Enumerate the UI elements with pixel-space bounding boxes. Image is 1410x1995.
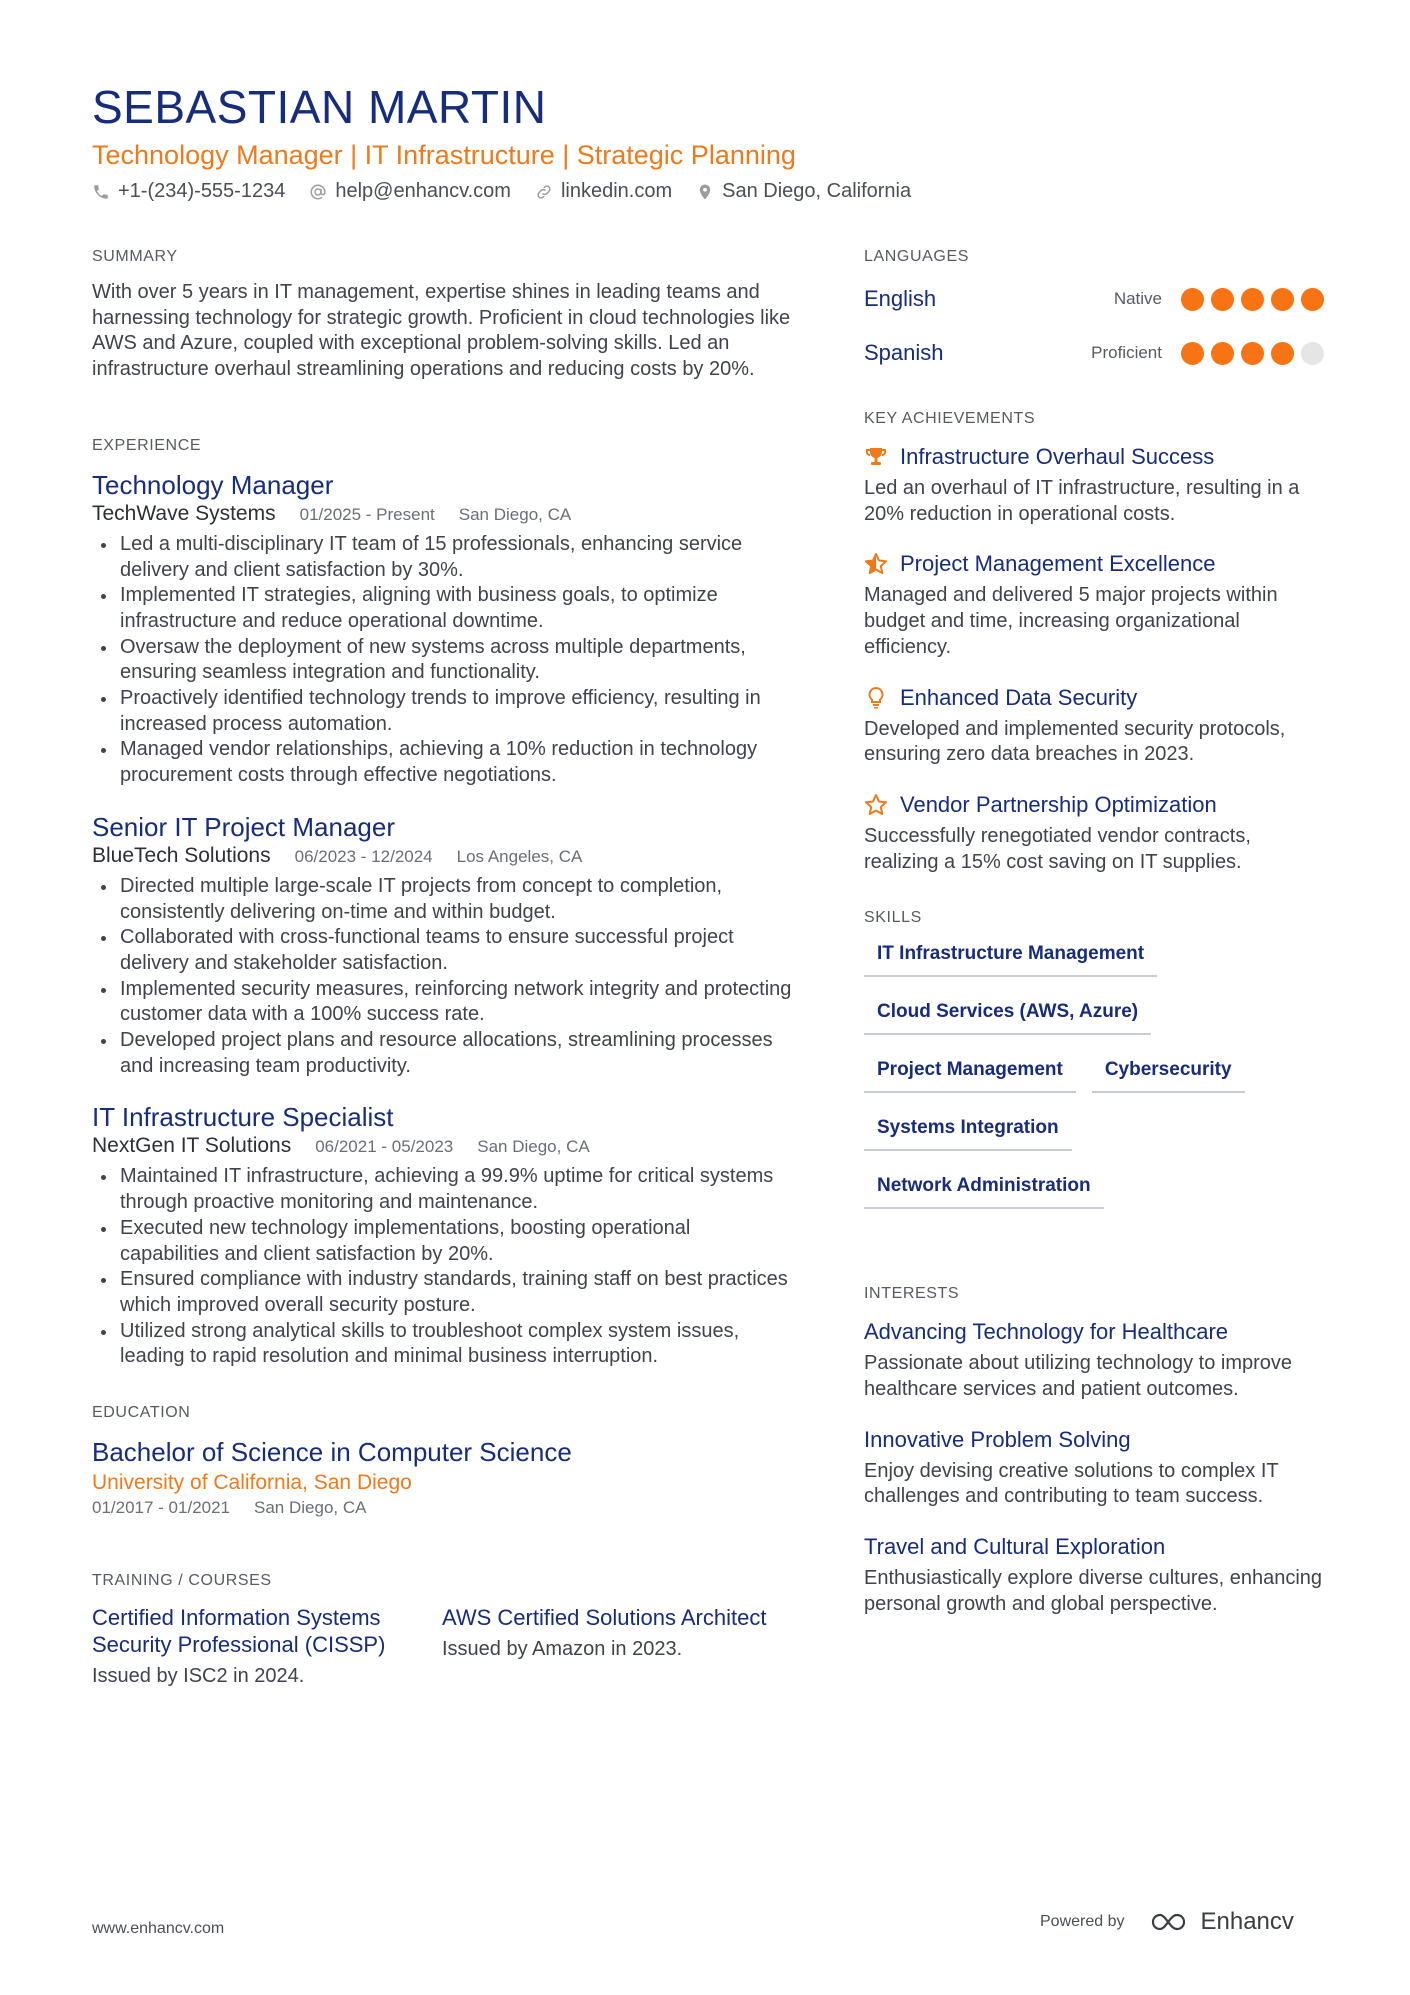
job-bullet: Collaborated with cross-functional teams to ensure successful project delivery and stakeholder satisfaction. (92, 925, 792, 976)
right-column (864, 248, 1324, 1640)
job-bullet: Utilized strong analytical skills to troubleshoot complex system issues, leading to rapid resolution and minimal business interruption. (92, 1319, 792, 1370)
languages-heading: LANGUAGES (864, 248, 969, 265)
skill-tag: Network Administration (864, 1173, 1104, 1209)
powered-by-label: Powered by (1040, 1913, 1125, 1930)
job-meta (92, 502, 792, 526)
skill-list (864, 941, 1324, 1231)
job-bullet: Oversaw the deployment of new systems across multiple departments, ensuring seamless integration and functionality. (92, 635, 792, 686)
rating-dot-filled (1271, 288, 1294, 311)
job-bullet: Developed project plans and resource allocations, streamlining processes and increasing team productivity. (92, 1028, 792, 1079)
rating-dot-filled (1211, 288, 1234, 311)
brand-logo[interactable] (1149, 1908, 1294, 1936)
job-bullet: Proactively identified technology trends to improve efficiency, resulting in increased process automation. (92, 686, 792, 737)
experience-section (92, 437, 792, 1370)
course-item (92, 1604, 442, 1689)
course-title: Certified Information Systems Security Professional (CISSP) (92, 1605, 386, 1658)
achievement-head (864, 790, 1324, 820)
achievement-title: Enhanced Data Security (900, 684, 1138, 710)
rating-dot-filled (1241, 342, 1264, 365)
achievements-heading: KEY ACHIEVEMENTS (864, 410, 1036, 427)
rating-dot-filled (1241, 288, 1264, 311)
contact-phone (92, 180, 285, 203)
interest-desc: Passionate about utilizing technology to improve healthcare services and patient outcomes. (864, 1352, 1293, 1401)
job-bullet: Maintained IT infrastructure, achieving a 99.9% uptime for critical systems through proactive monitoring and maintenance. (92, 1164, 792, 1215)
star-half-icon (864, 552, 888, 576)
interest-desc: Enjoy devising creative solutions to complex IT challenges and contributing to team success. (864, 1459, 1279, 1508)
job-bullet: Implemented IT strategies, aligning with business goals, to optimize infrastructure and reduce operational downtime. (92, 583, 792, 634)
summary-section (92, 248, 792, 383)
enhancv-logo-icon (1149, 1910, 1195, 1934)
left-column (92, 248, 792, 1689)
achievement-title: Vendor Partnership Optimization (900, 791, 1217, 817)
achievement-title: Project Management Excellence (900, 551, 1216, 577)
course-desc: Issued by ISC2 in 2024. (92, 1665, 305, 1688)
location-pin-icon (696, 183, 714, 201)
achievement-desc: Led an overhaul of IT infrastructure, resulting in a 20% reduction in operational costs. (864, 477, 1300, 525)
phone-text: +1-(234)-555-1234 (118, 180, 286, 202)
interests-heading: INTERESTS (864, 1285, 960, 1303)
rating-dot-filled (1181, 288, 1204, 311)
language-level: Native (1113, 289, 1162, 308)
email-text: help@enhancv.com (335, 180, 511, 202)
interest-title: Travel and Cultural Exploration (864, 1534, 1166, 1560)
job-location: San Diego, CA (477, 1137, 590, 1157)
job-company: TechWave Systems (92, 501, 276, 525)
language-rating (1174, 288, 1324, 311)
job-company: BlueTech Solutions (92, 843, 271, 867)
training-heading: TRAINING / COURSES (92, 1572, 272, 1590)
rating-dot-filled (1271, 342, 1294, 365)
education-location: San Diego, CA (254, 1498, 367, 1518)
candidate-name: SEBASTIAN MARTIN (92, 81, 547, 133)
phone-icon (92, 183, 110, 201)
achievement-desc: Developed and implemented security protocols, ensuring zero data breaches in 2023. (864, 717, 1286, 766)
language-item (864, 280, 1324, 318)
job-company: NextGen IT Solutions (92, 1134, 292, 1158)
rating-dot-empty (1301, 342, 1324, 365)
job-entry (92, 469, 792, 789)
brand-name: Enhancv (1200, 1908, 1294, 1935)
skill-tag: IT Infrastructure Management (864, 941, 1157, 977)
job-location: Los Angeles, CA (456, 846, 583, 866)
job-meta (92, 844, 792, 868)
education-school: University of California, San Diego (92, 1471, 412, 1495)
job-dates: 06/2023 - 12/2024 (294, 846, 433, 866)
job-entry (92, 1101, 792, 1370)
achievements-section (864, 410, 1324, 875)
lightbulb-icon (864, 686, 888, 710)
rating-dot-filled (1301, 288, 1324, 311)
job-bullets (92, 874, 792, 1080)
job-bullet: Directed multiple large-scale IT projects from concept to completion, consistently delivering on-time and within budget. (92, 874, 792, 925)
job-bullet: Managed vendor relationships, achieving a 10% reduction in technology procurement costs through effective negotiations. (92, 737, 792, 788)
job-location: San Diego, CA (458, 504, 572, 524)
achievement-item (864, 442, 1324, 527)
achievement-head (864, 683, 1324, 713)
job-title: Senior IT Project Manager (92, 811, 395, 842)
languages-section (864, 248, 1324, 372)
course-list (92, 1604, 792, 1689)
job-title: IT Infrastructure Specialist (92, 1102, 394, 1133)
interest-title: Innovative Problem Solving (864, 1426, 1131, 1452)
language-rating (1174, 342, 1324, 365)
skills-heading: SKILLS (864, 909, 922, 927)
job-bullet: Executed new technology implementations, boosting operational capabilities and client satisfaction by 20%. (92, 1216, 792, 1267)
job-entry (92, 811, 792, 1080)
achievement-desc: Managed and delivered 5 major projects within budget and time, increasing organizational efficiency. (864, 584, 1278, 658)
skill-tag: Project Management (864, 1057, 1076, 1093)
achievement-item (864, 683, 1324, 768)
location-text: San Diego, California (722, 180, 912, 202)
job-bullet: Ensured compliance with industry standards, training staff on best practices which improved overall security posture. (92, 1267, 792, 1318)
skill-tag: Systems Integration (864, 1115, 1072, 1151)
candidate-tagline: Technology Manager | IT Infrastructure | Strategic Planning (92, 140, 796, 170)
trophy-icon (864, 445, 888, 469)
achievement-desc: Successfully renegotiated vendor contracts, realizing a 15% cost saving on IT supplies. (864, 824, 1251, 873)
job-bullet: Implemented security measures, reinforcing network integrity and protecting customer data with a 100% success rate. (92, 977, 792, 1028)
contact-location (696, 180, 911, 203)
interest-desc: Enthusiastically explore diverse cultures, enhancing personal growth and global perspective. (864, 1567, 1323, 1615)
footer-branding (1040, 1908, 1294, 1936)
course-item (442, 1604, 792, 1689)
achievement-title: Infrastructure Overhaul Success (900, 444, 1215, 469)
skill-tag: Cybersecurity (1092, 1057, 1245, 1093)
link-icon (535, 183, 553, 201)
footer-website[interactable]: www.enhancv.com (92, 1920, 225, 1937)
contact-linkedin[interactable] (535, 180, 672, 203)
training-section (92, 1572, 792, 1689)
contact-email[interactable] (309, 180, 511, 203)
at-icon (309, 183, 327, 201)
education-heading: EDUCATION (92, 1404, 191, 1422)
achievement-head (864, 549, 1324, 579)
summary-heading: SUMMARY (92, 248, 178, 265)
job-bullets (92, 532, 792, 789)
contact-bar (92, 180, 935, 203)
interest-item (864, 1425, 1324, 1510)
job-dates: 06/2021 - 05/2023 (315, 1137, 454, 1157)
language-item (864, 334, 1324, 372)
job-meta (92, 1134, 792, 1158)
interest-item (864, 1317, 1324, 1402)
achievement-item (864, 549, 1324, 660)
summary-text: With over 5 years in IT management, expertise shines in leading teams and harnessing technology for strategic growth. Proficient in cloud technologies like AWS and Azure, coupled with exceptional problem-solving skills. Led an infrastructure overhaul streamlining operations and reducing costs by 20%. (92, 281, 791, 381)
interest-title: Advancing Technology for Healthcare (864, 1319, 1229, 1345)
course-desc: Issued by Amazon in 2023. (442, 1638, 683, 1661)
achievement-item (864, 790, 1324, 875)
interest-item (864, 1532, 1324, 1617)
education-meta (92, 1498, 792, 1518)
skill-tag: Cloud Services (AWS, Azure) (864, 999, 1151, 1035)
language-name: English (864, 286, 937, 311)
job-bullet: Led a multi-disciplinary IT team of 15 professionals, enhancing service delivery and client satisfaction by 30%. (92, 532, 792, 583)
language-name: Spanish (864, 340, 944, 365)
star-outline-icon (864, 793, 888, 817)
linkedin-text: linkedin.com (560, 180, 673, 202)
course-title: AWS Certified Solutions Architect (442, 1605, 767, 1631)
education-dates: 01/2017 - 01/2021 (92, 1498, 231, 1518)
rating-dot-filled (1211, 342, 1234, 365)
education-section (92, 1404, 792, 1518)
education-degree: Bachelor of Science in Computer Science (92, 1437, 572, 1468)
language-level: Proficient (1091, 343, 1162, 362)
skills-section (864, 909, 1324, 1231)
rating-dot-filled (1181, 342, 1204, 365)
job-dates: 01/2025 - Present (299, 504, 435, 524)
job-title: Technology Manager (92, 469, 334, 500)
interests-section (864, 1285, 1324, 1617)
experience-heading: EXPERIENCE (92, 436, 202, 454)
job-bullets (92, 1164, 792, 1370)
achievement-head (864, 442, 1324, 472)
